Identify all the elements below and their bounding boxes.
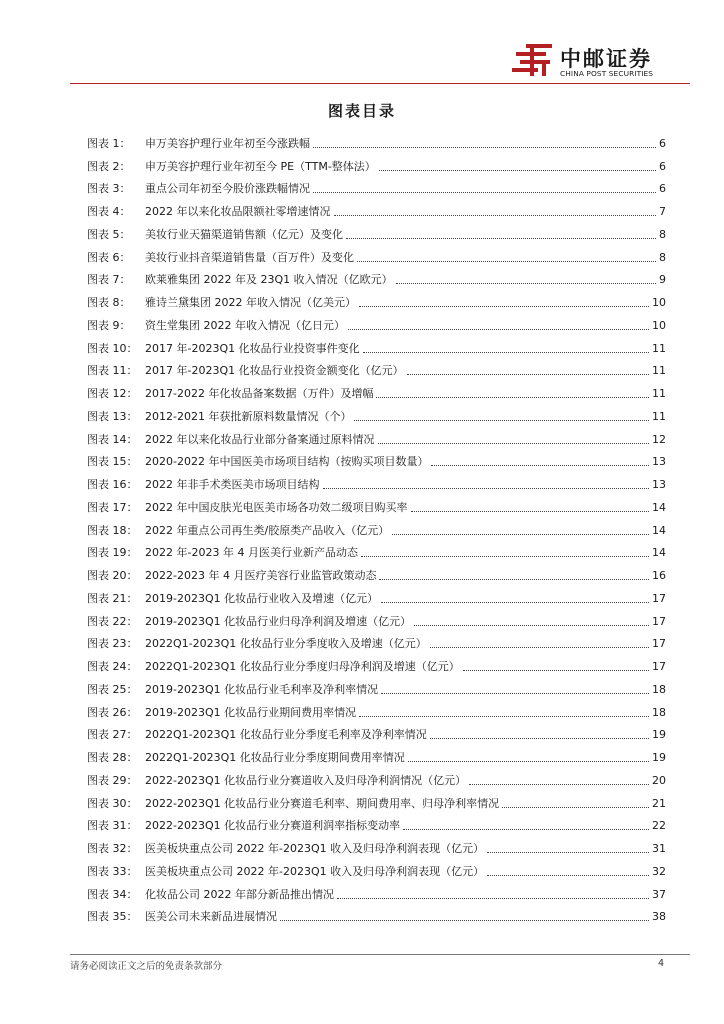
toc-entry-label: 图表 24： (87, 660, 138, 673)
toc-entry-label: 图表 13： (87, 409, 138, 423)
toc-dot-leader (363, 352, 649, 353)
toc-entry-label: 图表 16： (87, 478, 138, 491)
toc-entry[interactable] (87, 697, 666, 720)
toc-entry-title[interactable]: 2022 年重点公司再生类/胶原类产品收入（亿元） (145, 523, 390, 537)
toc-entry-title[interactable]: 雅诗兰黛集团 2022 年收入情况（亿美元） (145, 296, 356, 309)
toc-entry[interactable] (87, 424, 666, 447)
toc-entry-page[interactable]: 38 (652, 910, 666, 924)
toc-entry-title[interactable]: 2017-2022 年化妆品备案数据（万件）及增幅 (145, 387, 374, 400)
toc-entry[interactable] (87, 333, 666, 356)
toc-dot-leader (323, 488, 650, 489)
toc-dot-leader (337, 898, 649, 899)
toc-dot-leader (378, 443, 650, 444)
toc-entry[interactable] (87, 606, 666, 629)
toc-entry-page[interactable]: 14 (652, 523, 666, 537)
toc-dot-leader (487, 852, 649, 853)
toc-entry-title[interactable]: 重点公司年初至今股价涨跌幅情况 (145, 182, 310, 196)
toc-dot-leader (430, 738, 649, 739)
toc-entry[interactable] (87, 242, 666, 265)
toc-entry-title[interactable]: 2022-2023Q1 化妆品行业分赛道利润率指标变动率 (145, 819, 401, 833)
toc-entry[interactable] (87, 265, 666, 288)
toc-entry[interactable] (87, 651, 666, 674)
toc-entry-title[interactable]: 2022 年以来化妆品行业部分备案通过原料情况 (145, 432, 375, 446)
toc-entry-page[interactable]: 8 (659, 250, 666, 264)
toc-entry-page[interactable]: 10 (652, 318, 666, 332)
toc-dot-leader (396, 283, 656, 284)
toc-entry-label: 图表 31： (87, 819, 138, 833)
toc-entry-title[interactable]: 2019-2023Q1 化妆品行业收入及增速（亿元） (145, 591, 379, 605)
toc-entry-title[interactable]: 美妆行业抖音渠道销售量（百万件）及变化 (145, 250, 354, 264)
toc-dot-leader (361, 556, 649, 557)
company-logo (510, 42, 690, 82)
toc-dot-leader (502, 807, 649, 808)
toc-entry-title[interactable]: 2022Q1-2023Q1 化妆品行业分季度期间费用率情况 (145, 751, 405, 764)
toc-entry-title[interactable]: 2022-2023 年 4 月医疗美容行业监管政策动态 (145, 569, 377, 582)
toc-dot-leader (469, 784, 649, 785)
toc-entry-label: 图表 17： (87, 500, 138, 514)
toc-dot-leader (313, 192, 656, 193)
toc-entry-title[interactable]: 医美公司未来新品进展情况 (145, 910, 277, 924)
toc-dot-leader (354, 420, 649, 421)
toc-entry[interactable] (87, 833, 666, 856)
toc-entry[interactable] (87, 879, 666, 902)
toc-entry[interactable] (87, 219, 666, 242)
toc-entry-page[interactable]: 6 (659, 136, 666, 150)
toc-entry-page[interactable]: 20 (652, 773, 666, 787)
toc-dot-leader (379, 170, 656, 171)
toc-dot-leader (379, 579, 649, 580)
footer-disclaimer: 请务必阅读正文之后的免责条款部分 (70, 961, 223, 972)
toc-entry-title[interactable]: 美妆行业天猫渠道销售额（亿元）及变化 (145, 227, 343, 241)
toc-entry-title[interactable]: 2022Q1-2023Q1 化妆品行业分季度毛利率及净利率情况 (145, 728, 427, 742)
toc-dot-leader (403, 829, 649, 830)
toc-dot-leader (359, 306, 649, 307)
toc-entry-page[interactable]: 37 (652, 887, 666, 901)
toc-entry-title[interactable]: 申万美容护理行业年初至今涨跌幅 (145, 136, 310, 150)
toc-dot-leader (463, 670, 649, 671)
toc-dot-leader (411, 511, 650, 512)
toc-dot-leader (357, 261, 656, 262)
toc-entry-label: 图表 21： (87, 591, 138, 605)
footer-divider (70, 954, 690, 955)
toc-entry-page[interactable]: 14 (652, 500, 666, 514)
toc-entry-page[interactable]: 13 (652, 455, 666, 469)
toc-entry-title[interactable]: 2020-2022 年中国医美市场项目结构（按购买项目数量） (145, 455, 429, 469)
toc-entry-label: 图表 8： (87, 296, 131, 309)
toc-entry-title[interactable]: 2022Q1-2023Q1 化妆品行业分季度归母净利润及增速（亿元） (145, 660, 460, 673)
toc-entry[interactable] (87, 447, 666, 470)
toc-entry[interactable] (87, 629, 666, 652)
toc-entry-label: 图表 22： (87, 614, 138, 628)
toc-entry-page[interactable]: 17 (652, 660, 666, 673)
toc-entry-label: 图表 30： (87, 796, 138, 810)
toc-entry-label: 图表 14： (87, 432, 138, 446)
header-divider (70, 83, 690, 84)
logo-text-en: CHINA POST SECURITIES (560, 69, 654, 78)
toc-entry[interactable] (87, 902, 666, 925)
toc-entry-title[interactable]: 医美板块重点公司 2022 年-2023Q1 收入及归母净利润表现（亿元） (145, 864, 485, 878)
toc-entry[interactable] (87, 310, 666, 333)
toc-entry-label: 图表 15： (87, 455, 138, 469)
toc-entry-page[interactable]: 13 (652, 478, 666, 491)
toc-entry-page[interactable]: 18 (652, 682, 666, 696)
toc-entry-label: 图表 2： (87, 159, 131, 173)
toc-entry-title[interactable]: 2012-2021 年获批新原料数量情况（个） (145, 409, 352, 423)
toc-entry[interactable] (87, 196, 666, 219)
toc-entry-page[interactable]: 12 (652, 432, 666, 446)
toc-entry-page[interactable]: 18 (652, 705, 666, 719)
toc-dot-leader (392, 534, 649, 535)
toc-dot-leader (487, 875, 649, 876)
toc-entry-title[interactable]: 2022 年中国皮肤光电医美市场各功效二级项目购买率 (145, 500, 408, 514)
toc-entry[interactable] (87, 378, 666, 401)
toc-entry-page[interactable]: 31 (652, 842, 666, 855)
toc-entry[interactable] (87, 811, 666, 834)
toc-entry-label: 图表 33： (87, 864, 138, 878)
toc-entry-label: 图表 34： (87, 887, 138, 901)
toc-entry-title[interactable]: 2022Q1-2023Q1 化妆品行业分季度收入及增速（亿元） (145, 637, 427, 651)
toc-dot-leader (348, 329, 649, 330)
toc-entry[interactable] (87, 469, 666, 492)
toc-dot-leader (359, 716, 649, 717)
toc-entry-label: 图表 3： (87, 182, 131, 196)
toc-entry-title[interactable]: 欧莱雅集团 2022 年及 23Q1 收入情况（亿欧元） (145, 273, 393, 287)
toc-entry-label: 图表 10： (87, 341, 138, 355)
toc-entry-label: 图表 7： (87, 273, 131, 287)
logo-text-cn: 中邮证券 (560, 47, 652, 71)
toc-dot-leader (381, 602, 649, 603)
toc-entry-label: 图表 35： (87, 910, 138, 924)
toc-entry-label: 图表 12： (87, 387, 138, 400)
toc-entry-label: 图表 26： (87, 705, 138, 719)
toc-entry-label: 图表 11： (87, 364, 138, 378)
toc-entry-page[interactable]: 11 (652, 387, 666, 400)
toc-dot-leader (381, 693, 649, 694)
toc-dot-leader (280, 920, 649, 921)
toc-entry-label: 图表 5： (87, 227, 131, 241)
toc-entry-page[interactable]: 6 (659, 182, 666, 196)
page-number: 4 (657, 958, 664, 969)
toc-entry-label: 图表 32： (87, 842, 138, 855)
toc-entry-label: 图表 1： (87, 136, 131, 150)
toc-entry-page[interactable]: 17 (652, 591, 666, 605)
toc-entry[interactable] (87, 674, 666, 697)
toc-entry-page[interactable]: 19 (652, 728, 666, 742)
toc-entry-page[interactable]: 19 (652, 751, 666, 764)
toc-entry[interactable] (87, 560, 666, 583)
toc-entry-title[interactable]: 2022 年以来化妆品限额社零增速情况 (145, 205, 331, 218)
toc-entry-page[interactable]: 17 (652, 637, 666, 651)
toc-entry-label: 图表 29： (87, 773, 138, 787)
toc-entry-label: 图表 18： (87, 523, 138, 537)
toc-dot-leader (431, 465, 649, 466)
toc-entry-title[interactable]: 2022 年-2023 年 4 月医美行业新产品动态 (145, 546, 358, 560)
toc-entry[interactable] (87, 287, 666, 310)
toc-entry[interactable] (87, 788, 666, 811)
page-title: 图表目录 (327, 102, 396, 120)
toc-entry-page[interactable]: 32 (652, 864, 666, 878)
toc-entry-label: 图表 6： (87, 250, 131, 264)
toc-entry-page[interactable]: 6 (659, 159, 666, 173)
toc-entry-label: 图表 9： (87, 318, 131, 332)
toc-entry-title[interactable]: 2019-2023Q1 化妆品行业归母净利润及增速（亿元） (145, 614, 412, 628)
toc-entry-page[interactable]: 7 (659, 205, 666, 218)
toc-entry[interactable] (87, 128, 666, 151)
toc-entry-page[interactable]: 17 (652, 614, 666, 628)
toc-entry-page[interactable]: 10 (652, 296, 666, 309)
toc-entry[interactable] (87, 356, 666, 379)
toc-entry-label: 图表 20： (87, 569, 138, 582)
toc-entry[interactable] (87, 765, 666, 788)
toc-entry-page[interactable]: 11 (652, 341, 666, 355)
toc-entry-page[interactable]: 22 (652, 819, 666, 833)
toc-entry-page[interactable]: 21 (652, 796, 666, 810)
toc-entry[interactable] (87, 151, 666, 174)
toc-entry[interactable] (87, 174, 666, 197)
toc-entry[interactable] (87, 742, 666, 765)
toc-entry-title[interactable]: 医美板块重点公司 2022 年-2023Q1 收入及归母净利润表现（亿元） (145, 842, 485, 855)
toc-entry-label: 图表 19： (87, 546, 138, 560)
toc-dot-leader (407, 374, 649, 375)
toc-entry-title[interactable]: 2017 年-2023Q1 化妆品行业投资事件变化 (145, 341, 360, 355)
toc-entry-title[interactable]: 化妆品公司 2022 年部分新品推出情况 (145, 887, 334, 901)
toc-dot-leader (376, 397, 649, 398)
toc-entry-page[interactable]: 8 (659, 227, 666, 241)
toc-entry-page[interactable]: 11 (652, 409, 666, 423)
toc-entry-page[interactable]: 16 (652, 569, 666, 582)
toc-entry-title[interactable]: 申万美容护理行业年初至今 PE（TTM-整体法） (145, 159, 376, 173)
toc-entry[interactable] (87, 492, 666, 515)
toc-dot-leader (334, 215, 657, 216)
toc-entry-label: 图表 4： (87, 205, 131, 218)
toc-dot-leader (313, 147, 656, 148)
toc-entry-label: 图表 27： (87, 728, 138, 742)
toc-entry-title[interactable]: 2019-2023Q1 化妆品行业期间费用率情况 (145, 705, 357, 719)
toc-entry-label: 图表 25： (87, 682, 138, 696)
toc-entry[interactable] (87, 720, 666, 743)
toc-entry[interactable] (87, 515, 666, 538)
toc-dot-leader (414, 625, 649, 626)
toc-dot-leader (430, 647, 649, 648)
toc-entry-title[interactable]: 资生堂集团 2022 年收入情况（亿日元） (145, 318, 345, 332)
toc-entry-page[interactable]: 11 (652, 364, 666, 378)
toc-entry[interactable] (87, 583, 666, 606)
toc-entry-title[interactable]: 2022 年非手术类医美市场项目结构 (145, 478, 320, 491)
toc-entry[interactable] (87, 401, 666, 424)
toc-entry-label: 图表 23： (87, 637, 138, 651)
china-post-logo-icon (510, 42, 554, 78)
toc-entry[interactable] (87, 856, 666, 879)
toc-entry-title[interactable]: 2022-2023Q1 化妆品行业分赛道收入及归母净利润情况（亿元） (145, 773, 467, 787)
toc-entry-page[interactable]: 9 (659, 273, 666, 287)
toc-dot-leader (346, 238, 656, 239)
toc-entry-label: 图表 28： (87, 751, 138, 764)
toc-entry-page[interactable]: 14 (652, 546, 666, 560)
toc-dot-leader (408, 761, 649, 762)
table-of-figures (87, 128, 666, 924)
toc-entry-title[interactable]: 2022-2023Q1 化妆品行业分赛道毛利率、期间费用率、归母净利率情况 (145, 796, 500, 810)
toc-entry[interactable] (87, 538, 666, 561)
toc-entry-title[interactable]: 2019-2023Q1 化妆品行业毛利率及净利率情况 (145, 682, 379, 696)
toc-entry-title[interactable]: 2017 年-2023Q1 化妆品行业投资金额变化（亿元） (145, 364, 404, 378)
